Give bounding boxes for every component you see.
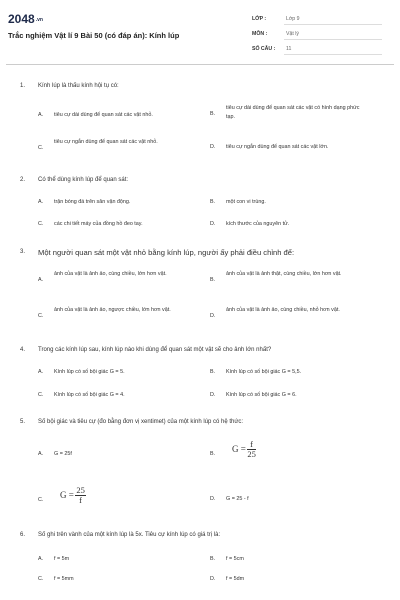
- option-text: ảnh của vật là ảnh ảo, cùng chiều, nhỏ hơn vật.: [226, 307, 340, 313]
- option-letter: A.: [38, 451, 44, 457]
- meta-class-label: LỚP :: [252, 16, 267, 22]
- meta-class-value: Lớp 9: [286, 16, 300, 22]
- option-letter: C.: [38, 392, 44, 398]
- option-letter: D.: [210, 221, 216, 227]
- option-text: G = 25 - f: [226, 496, 249, 502]
- option-text: f = 5m: [54, 556, 70, 562]
- option-letter: D.: [210, 576, 216, 582]
- logo-name: 2048: [8, 12, 35, 26]
- fraction-numerator: 25: [76, 485, 85, 495]
- option-text: các chi tiết máy của đồng hồ đeo tay.: [54, 221, 143, 227]
- question-text: Số bội giác và tiêu cự (đo bằng đơn vị xentimet) của một kính lúp có hệ thức:: [38, 419, 244, 425]
- option-letter: A.: [38, 556, 44, 562]
- option-text: f = 5cm: [226, 556, 244, 562]
- site-logo[interactable]: [8, 12, 43, 26]
- fraction: [75, 486, 86, 505]
- option-formula: [60, 486, 200, 505]
- option-letter: D.: [210, 144, 216, 150]
- option-text: tiêu cự dài dùng để quan sát các vật nhỏ.: [54, 112, 153, 118]
- fraction: [247, 440, 256, 459]
- option-text: tiêu cự ngắn dùng để quan sát các vật lớn.: [226, 144, 329, 150]
- meta-subject-label: MÔN :: [252, 31, 268, 37]
- question-number: 6.: [20, 532, 26, 538]
- meta-divider: [284, 24, 382, 25]
- question-number: 4.: [20, 347, 26, 353]
- option-text: một con vi trùng.: [226, 199, 266, 205]
- meta-divider: [284, 39, 382, 40]
- option-text: Kính lúp có số bội giác G = 4.: [54, 392, 125, 398]
- option-letter: D.: [210, 313, 216, 319]
- meta-count-value: 11: [286, 46, 292, 52]
- option-letter: C.: [38, 313, 44, 319]
- question-number: 3.: [20, 249, 26, 255]
- formula-prefix: G =: [232, 444, 246, 454]
- logo-tld: .vn: [35, 16, 43, 23]
- option-letter: A.: [38, 277, 44, 283]
- option-letter: B.: [210, 199, 216, 205]
- page-title: Trắc nghiệm Vật lí 9 Bài 50 (có đáp án): Kính lúp: [8, 31, 180, 40]
- option-letter: A.: [38, 199, 44, 205]
- question-text: Có thể dùng kính lúp để quan sát:: [38, 177, 129, 183]
- option-text: ảnh của vật là ảnh thật, cùng chiều, lớn hơn vật.: [226, 271, 342, 277]
- option-letter: B.: [210, 277, 216, 283]
- option-letter: B.: [210, 451, 216, 457]
- option-letter: C.: [38, 576, 44, 582]
- option-text: f = 5mm: [54, 576, 74, 582]
- option-letter: B.: [210, 556, 216, 562]
- option-text: Kính lúp có số bội giác G = 6.: [226, 392, 297, 398]
- option-letter: C.: [38, 497, 44, 503]
- option-text: f = 5dm: [226, 576, 245, 582]
- fraction-denominator: 25: [247, 449, 256, 459]
- question-text: Số ghi trên vành của một kính lúp là 5x. Tiêu cự kính lúp có giá trị là:: [38, 532, 221, 538]
- meta-subject-value: Vật lý: [286, 31, 299, 37]
- option-letter: D.: [210, 392, 216, 398]
- fraction-numerator: f: [247, 440, 256, 450]
- question-text: Kính lúp là thấu kính hội tụ có:: [38, 83, 119, 89]
- option-text: Kính lúp có số bội giác G = 5.: [54, 369, 125, 375]
- question-text: Trong các kính lúp sau, kính lúp nào khi dùng để quan sát một vật sẽ cho ảnh lớn nhất?: [38, 347, 272, 353]
- option-text: kích thước của nguyên tử.: [226, 221, 290, 227]
- option-text: ảnh của vật là ảnh ảo, ngược chiều, lớn hơn vật.: [54, 307, 171, 313]
- question-number: 2.: [20, 177, 26, 183]
- formula-prefix: G =: [60, 490, 74, 500]
- question-number: 1.: [20, 83, 26, 89]
- option-letter: C.: [38, 145, 44, 151]
- option-letter: A.: [38, 369, 44, 375]
- option-text: Kính lúp có số bội giác G = 5,5.: [226, 369, 302, 375]
- option-formula: [232, 440, 372, 459]
- meta-count-label: SỐ CÂU :: [252, 46, 276, 52]
- meta-divider: [284, 54, 382, 55]
- option-text: ảnh của vật là ảnh ảo, cùng chiều, lớn hơn vật.: [54, 271, 167, 277]
- option-text: tiêu cự dài dùng để quan sát các vật có hình dạng phức tạp.: [226, 105, 360, 120]
- option-text: tiêu cự ngắn dùng để quan sát các vật nhỏ.: [54, 139, 158, 145]
- option-letter: D.: [210, 496, 216, 502]
- option-letter: A.: [38, 112, 44, 118]
- question-text: Một người quan sát một vật nhỏ bằng kính lúp, người ấy phải điều chỉnh để:: [38, 248, 295, 257]
- option-letter: B.: [210, 111, 216, 117]
- option-letter: C.: [38, 221, 44, 227]
- option-text: trận bóng đá trên sân vận động.: [54, 199, 131, 205]
- option-letter: B.: [210, 369, 216, 375]
- fraction-denominator: f: [79, 495, 82, 505]
- question-number: 5.: [20, 419, 26, 425]
- option-text: G = 25f: [54, 451, 72, 457]
- header-divider: [6, 64, 394, 65]
